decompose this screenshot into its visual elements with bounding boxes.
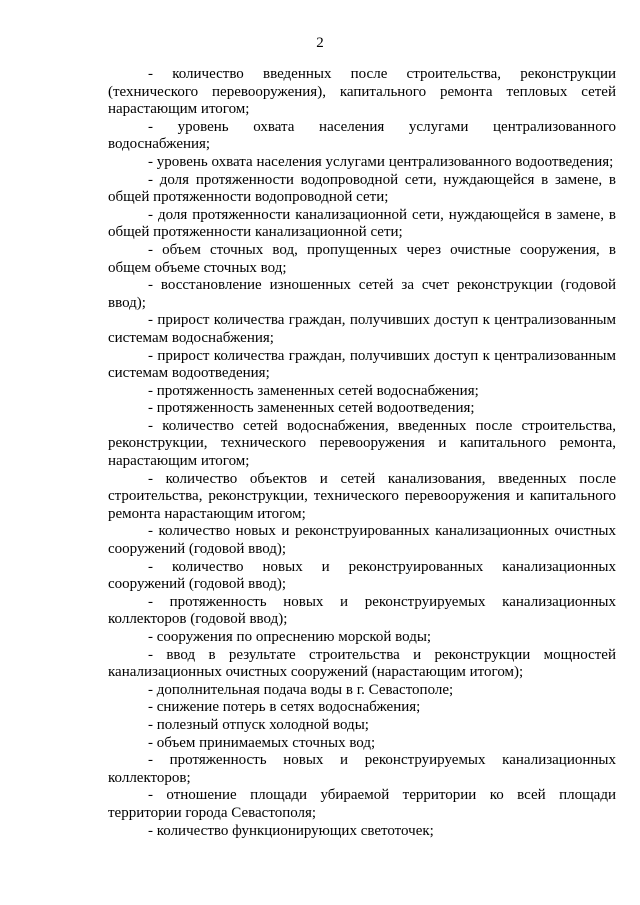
list-item: - объем принимаемых сточных вод; <box>148 734 376 751</box>
list-item: - количество объектов и сетей канализования, введенных после строительства, реконструкции, технического перевооружения и капитального ремонта нарастающим итогом; <box>108 470 616 522</box>
list-item: - уровень охвата населения услугами централизованного водоотведения; <box>148 153 614 170</box>
page-number: 2 <box>316 35 324 51</box>
list-item: - количество новых и реконструированных канализационных очистных сооружений (годовой ввод); <box>108 523 616 558</box>
list-item: - количество функционирующих светоточек; <box>148 822 434 839</box>
list-item: - количество сетей водоснабжения, введенных после строительства, реконструкции, технического перевооружения и капитального ремонта, нарастающим итогом; <box>108 417 616 470</box>
list-item: - доля протяженности канализационной сети, нуждающейся в замене, в общей протяженности канализационной сети; <box>108 206 616 241</box>
list-item: - восстановление изношенных сетей за счет реконструкции (годовой ввод); <box>108 277 616 311</box>
list-item: - прирост количества граждан, получивших доступ к централизованным системам водоснабжения; <box>108 312 616 346</box>
list-item: - протяженность замененных сетей водоснабжения; <box>148 382 479 399</box>
list-item: - снижение потерь в сетях водоснабжения; <box>148 699 421 716</box>
list-item: - полезный отпуск холодной воды; <box>148 716 369 733</box>
list-item: - количество новых и реконструированных канализационных сооружений (годовой ввод); <box>108 558 616 593</box>
list-item: - протяженность новых и реконструируемых канализационных коллекторов (годовой ввод); <box>108 593 616 628</box>
list-item: - дополнительная подача воды в г. Севастополе; <box>148 681 454 698</box>
indicator-list <box>108 66 616 840</box>
list-item: - прирост количества граждан, получивших доступ к централизованным системам водоотведения; <box>108 347 616 382</box>
list-item: - ввод в результате строительства и реконструкции мощностей канализационных очистных сооружений (нарастающим итогом); <box>108 646 616 681</box>
list-item: - протяженность замененных сетей водоотведения; <box>148 400 475 417</box>
list-item: - количество введенных после строительства, реконструкции (технического перевооружения), капитального ремонта тепловых сетей нарастающим итогом; <box>108 66 616 118</box>
list-item: - отношение площади убираемой территории ко всей площади территории города Севастополя; <box>108 787 616 821</box>
list-item: - протяженность новых и реконструируемых канализационных коллекторов; <box>108 752 616 786</box>
list-item: - уровень охвата населения услугами централизованного водоснабжения; <box>108 118 616 153</box>
list-item: - объем сточных вод, пропущенных через очистные сооружения, в общем объеме сточных вод; <box>108 241 616 276</box>
list-item: - сооружения по опреснению морской воды; <box>148 629 432 645</box>
list-item: - доля протяженности водопроводной сети, нуждающейся в замене, в общей протяженности водопроводной сети; <box>108 171 616 206</box>
